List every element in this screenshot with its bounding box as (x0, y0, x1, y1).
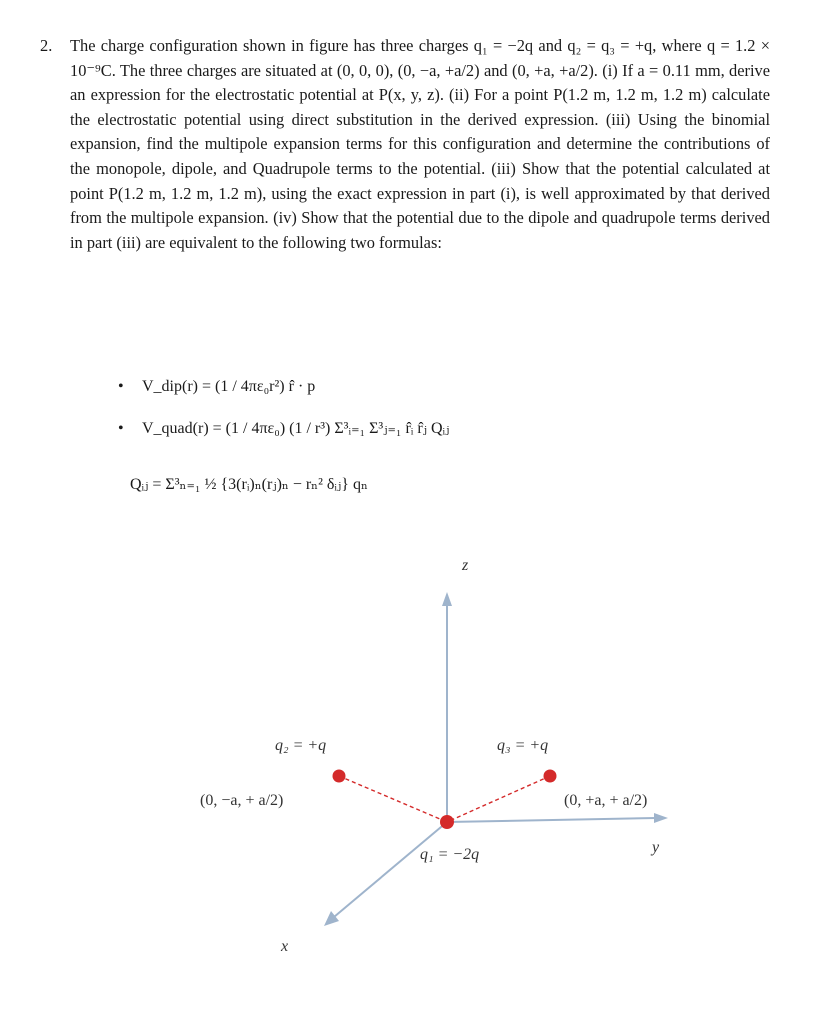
y-axis-label: y (652, 839, 660, 856)
problem-number: 2. (40, 36, 53, 55)
bullet: • (118, 420, 124, 437)
q3-label: q₃ = +q (497, 737, 549, 754)
quadrupole-formula-text: V_quad(r) = (1 / 4πε₀) (1 / r³) Σ³ᵢ₌₁ Σ³ⱼ₌₁ r̂ᵢ r̂ⱼ Qᵢⱼ (142, 420, 450, 437)
problem-text: The charge configuration shown in figure has three charges q₁ = −2q and q₂ = q₃ = +q, where q = 1.2 × 10⁻⁹C. The three charges are situated at (0, 0, 0), (0, −a, +a/2) and (0, +a, +a/2). (i) If a = 0.11 mm, derive an expression for the electrostatic potential at P(x, y, z). (ii) For a point P(1.2 m, 1.2 m, 1.2 m) calculate the electrostatic potential using direct substitution in the derived expression. (iii) Using the binomial expansion, find the multipole expansion terms for this configuration and determine the contributions of the monopole, dipole, and Quadrupole terms to the potential. (iii) Show that the potential calculated at point P(1.2 m, 1.2 m, 1.2 m), using the exact expression in part (i), is well approximated by that derived from the multipole expansion. (iv) Show that the potential due to the dipole and quadrupole terms derived in part (iii) are equivalent to the following two formulas: (70, 36, 770, 252)
q1-label: q₁ = −2q (420, 846, 480, 863)
dipole-formula-text: V_dip(r) = (1 / 4πε₀r²) r̂ · p (142, 378, 316, 395)
q2-label: q₂ = +q (275, 737, 327, 754)
z-axis-label: z (462, 557, 469, 574)
charge-q3-dot (544, 770, 557, 783)
z-axis-arrow (442, 592, 452, 606)
y-axis-arrow (654, 813, 668, 823)
bond-q3-q1 (447, 776, 550, 822)
bullet: • (118, 378, 124, 395)
q3-position: (0, +a, + a/2) (564, 792, 648, 809)
qij-formula-text: Qᵢⱼ = Σ³ₙ₌₁ ½ {3(rᵢ)ₙ(rⱼ)ₙ − rₙ² δᵢⱼ} qₙ (130, 476, 368, 493)
y-axis (447, 818, 656, 822)
charge-q1-dot (440, 815, 454, 829)
x-axis (334, 822, 447, 917)
x-axis-arrow (324, 911, 339, 926)
bond-q2-q1 (339, 776, 447, 822)
q2-position: (0, −a, + a/2) (200, 792, 284, 809)
charge-q2-dot (333, 770, 346, 783)
x-axis-label: x (281, 938, 289, 955)
